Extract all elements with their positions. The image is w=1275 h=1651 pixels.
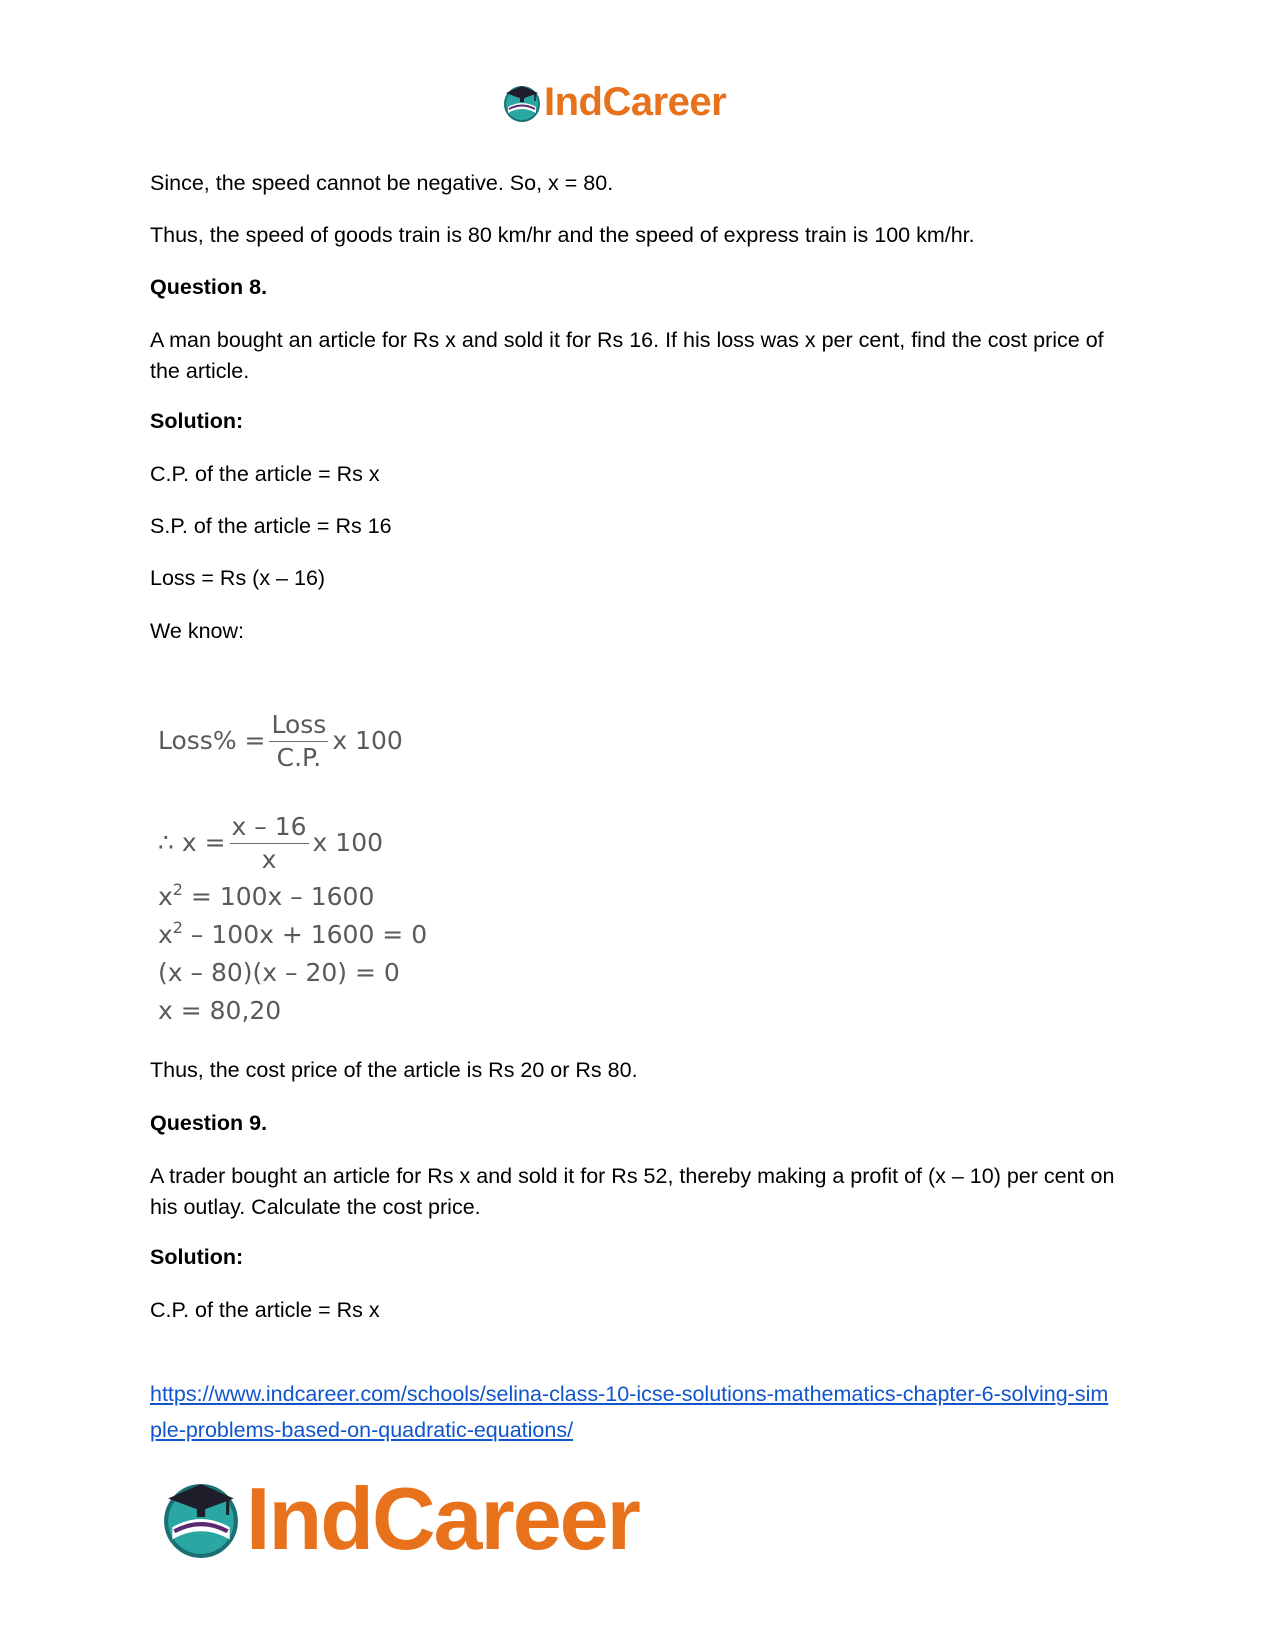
formula-lhs: Loss% = bbox=[158, 726, 266, 755]
paragraph-train-speeds: Thus, the speed of goods train is 80 km/hr and the speed of express train is 100 km/hr. bbox=[150, 223, 975, 247]
header-logo-text: IndCareer bbox=[544, 80, 727, 124]
working-denominator: x bbox=[261, 844, 277, 874]
question-8-heading: Question 8. bbox=[150, 275, 268, 299]
formula-numerator: Loss bbox=[269, 711, 328, 742]
working-line-3-var: x bbox=[158, 920, 173, 949]
working-line-2-rest: = 100x – 1600 bbox=[182, 882, 375, 911]
question-9-heading: Question 9. bbox=[150, 1111, 268, 1135]
working-line-2-exp: 2 bbox=[172, 880, 183, 899]
working-rhs: x 100 bbox=[312, 828, 384, 857]
working-line-3-exp: 2 bbox=[172, 918, 183, 937]
solution-8-sp: S.P. of the article = Rs 16 bbox=[150, 514, 392, 538]
question-9-text: A trader bought an article for Rs x and sold it for Rs 52, thereby making a profit of (x – 10) per cent on his outlay. Calculate the cost price. bbox=[150, 1164, 1115, 1219]
question-8-text: A man bought an article for Rs x and sold it for Rs 16. If his loss was x per cent, find the cost price of the article. bbox=[150, 328, 1104, 383]
graduation-cap-book-globe-icon bbox=[160, 1478, 242, 1560]
solution-8-loss: Loss = Rs (x – 16) bbox=[150, 566, 326, 590]
footer-logo bbox=[160, 1468, 639, 1570]
working-line-3 bbox=[158, 916, 427, 954]
footer-logo-text: IndCareer bbox=[246, 1469, 639, 1568]
working-lhs: ∴ x = bbox=[158, 828, 226, 857]
working-line-5: x = 80,20 bbox=[158, 996, 282, 1025]
formula-fraction bbox=[269, 711, 328, 772]
conclusion-8: Thus, the cost price of the article is Rs 20 or Rs 80. bbox=[150, 1058, 638, 1082]
working-line-4: (x – 80)(x – 20) = 0 bbox=[158, 958, 400, 987]
graduation-cap-book-globe-icon bbox=[502, 83, 542, 123]
working-fraction bbox=[230, 813, 309, 874]
solution-8-cp: C.P. of the article = Rs x bbox=[150, 462, 380, 486]
working-line-2-var: x bbox=[158, 882, 173, 911]
paragraph-speed-negative: Since, the speed cannot be negative. So, x = 80. bbox=[150, 171, 614, 195]
solution-8-heading: Solution: bbox=[150, 409, 244, 433]
solution-8-we-know: We know: bbox=[150, 619, 244, 643]
working-line-3-rest: – 100x + 1600 = 0 bbox=[182, 920, 428, 949]
loss-percent-formula bbox=[158, 706, 403, 776]
working-numerator: x – 16 bbox=[230, 813, 309, 844]
source-link[interactable]: https://www.indcareer.com/schools/selina-class-10-icse-solutions-mathematics-chapter-6-solving-simple-problems-based-on-quadratic-equations/ bbox=[150, 1382, 1109, 1442]
formula-denominator: C.P. bbox=[276, 742, 322, 772]
solution-8-working bbox=[158, 808, 427, 1030]
solution-9-heading: Solution: bbox=[150, 1245, 244, 1269]
working-line-2 bbox=[158, 878, 427, 916]
header-logo bbox=[502, 80, 726, 125]
formula-rhs: x 100 bbox=[332, 726, 403, 755]
solution-9-cp: C.P. of the article = Rs x bbox=[150, 1298, 380, 1322]
